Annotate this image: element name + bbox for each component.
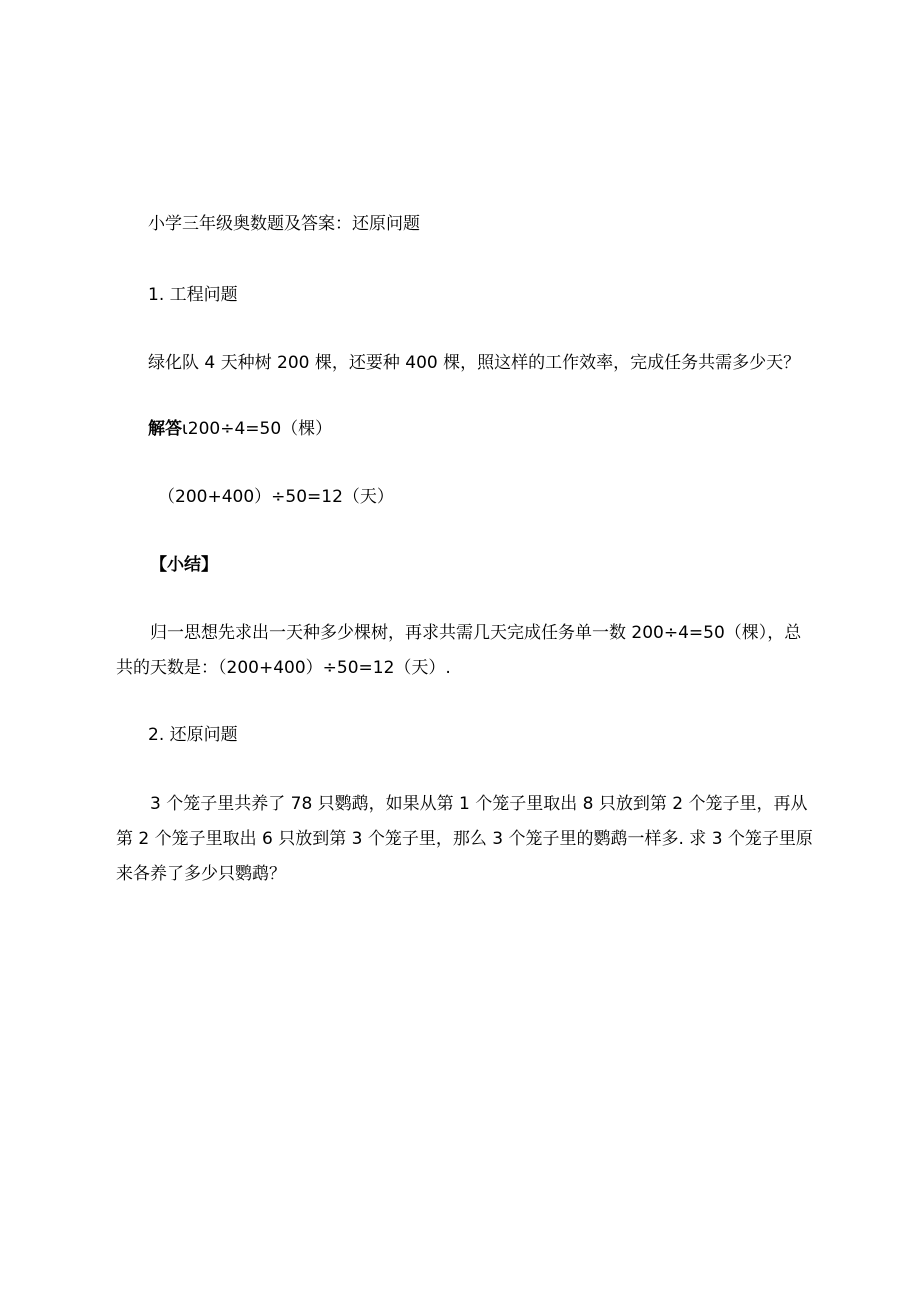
problem-1-text: 绿化队 4 天种树 200 棵，还要种 400 棵，照这样的工作效率，完成任务共需多少天？: [148, 353, 801, 373]
solution-step-1-text: ι200÷4=50（棵）: [182, 419, 333, 439]
document-title: 小学三年级奥数题及答案：还原问题: [148, 214, 420, 234]
summary-heading: 【小结】: [150, 555, 218, 575]
solution-label: 解答: [148, 419, 182, 439]
solution-step-2: （200+400）÷50=12（天）: [158, 487, 394, 507]
problem-2-text: 3 个笼子里共养了 78 只鹦鹉，如果从第 1 个笼子里取出 8 只放到第 2 个笼子里，再从第 2 个笼子里取出 6 只放到第 3 个笼子里，那么 3 个笼子里的鹦鹉一样多. 求 3 个笼子里原来各养了多少只鹦鹉？: [116, 794, 813, 884]
solution-step-1: [148, 419, 332, 439]
summary-paragraph: 归一思想先求出一天种多少棵树，再求共需几天完成任务单一数 200÷4=50（棵），总共的天数是：（200+400）÷50=12（天）.: [116, 623, 802, 678]
section-heading-engineering: 1. 工程问题: [148, 285, 238, 305]
section-heading-restore: 2. 还原问题: [148, 725, 238, 745]
